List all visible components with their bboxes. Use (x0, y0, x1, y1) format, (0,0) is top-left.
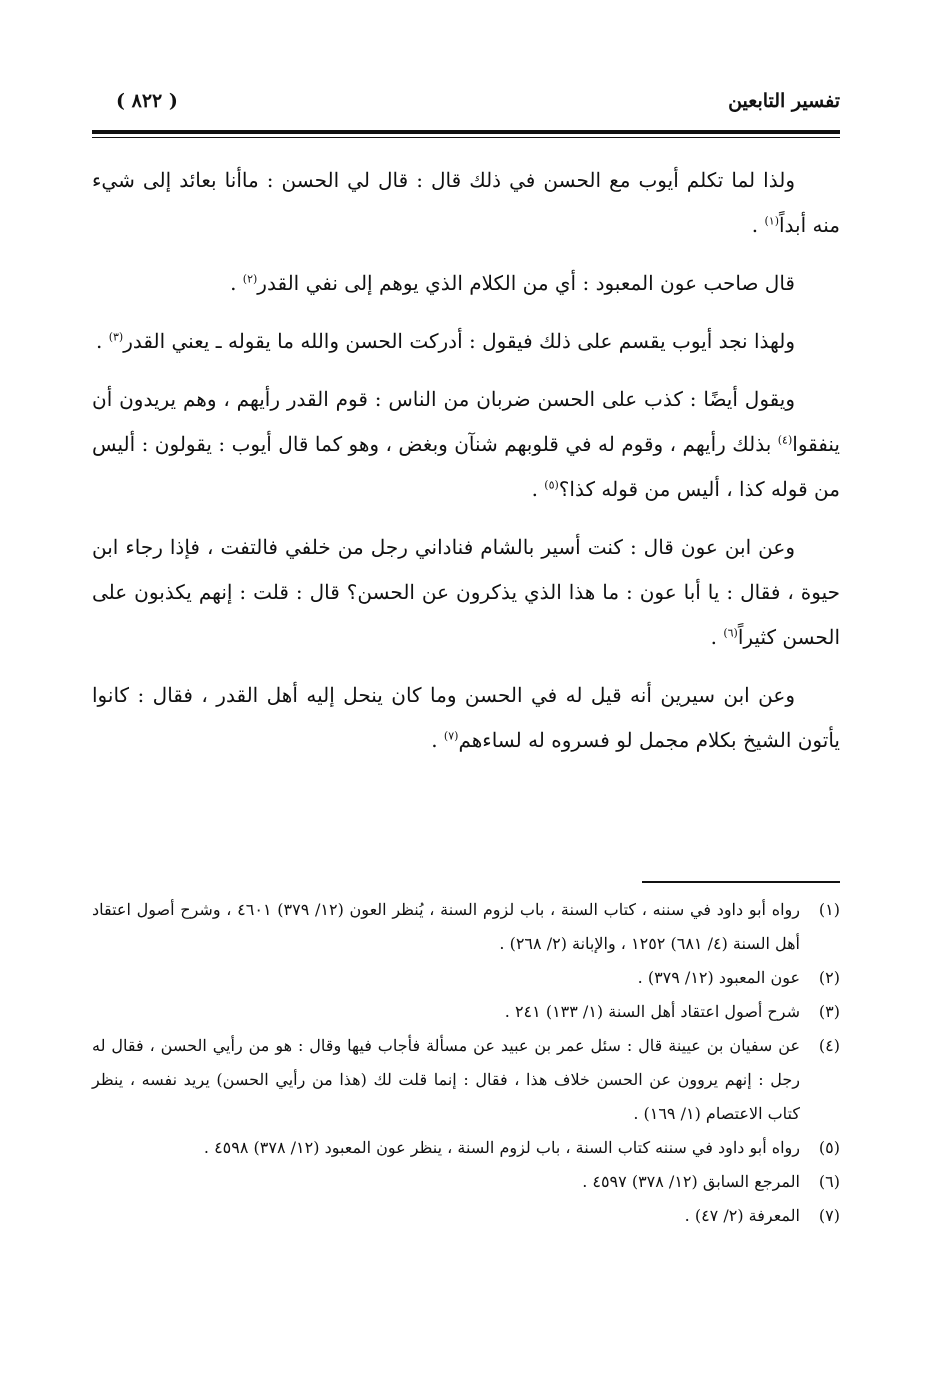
paragraph-tail: . (531, 477, 545, 501)
paragraph-tail: بذلك رأيهم ، وقوم له في قلوبهم شنآن وبغض ، وهو كما قال أيوب : يقولون : أليس من قوله كذا ، أليس من قوله كذا؟ (92, 432, 840, 501)
footnote-number: (٤) (818, 1036, 840, 1055)
footnote-text: المعرفة (٢/ ٤٧) . (684, 1206, 800, 1225)
footnote-number: (٢) (818, 968, 840, 987)
header-rule-thin (92, 137, 840, 138)
footnote-text: المرجع السابق (١٢/ ٣٧٨) ٤٥٩٧ . (582, 1172, 800, 1191)
footnote-number: (٣) (818, 1002, 840, 1021)
footnote-ref: (٥) (544, 478, 559, 492)
footnote-3 (92, 995, 840, 1029)
footnote-text: شرح أصول اعتقاد أهل السنة (١/ ١٣٣) ٢٤١ . (504, 1002, 800, 1021)
main-text (92, 158, 840, 776)
footnote-ref: (٧) (443, 729, 459, 743)
footnote-ref: (٢) (242, 272, 258, 286)
footnote-text: رواه أبو داود في سننه كتاب السنة ، باب لزوم السنة ، ينظر عون المعبود (١٢/ ٣٧٨) ٤٥٩٨ . (203, 1138, 800, 1157)
footnote-4 (92, 1029, 840, 1131)
footnote-7 (92, 1199, 840, 1233)
footnote-text: عون المعبود (١٢/ ٣٧٩) . (637, 968, 800, 987)
footnote-1 (92, 893, 840, 961)
paragraph-3 (92, 319, 840, 364)
footnote-ref: (٣) (108, 330, 124, 344)
footnotes (92, 893, 840, 1233)
paragraph-text: قال صاحب عون المعبود : أي من الكلام الذي يوهم إلى نفي القدر (257, 271, 795, 295)
page-number: ( ٨٢٢ ) (116, 90, 178, 112)
header-rule-thick (92, 130, 840, 134)
paragraph-2 (92, 261, 840, 306)
paragraph-5 (92, 525, 840, 660)
footnote-number: (٦) (818, 1172, 840, 1191)
footnote-ref: (١) (764, 214, 779, 228)
paragraph-text: وعن ابن عون قال : كنت أسير بالشام فناداني رجل من خلفي فالتفت ، فإذا رجاء ابن حيوة ، فقال : يا أبا عون : ما هذا الذي يذكرون عن الحسن؟ قال : قلت : إنهم يكذبون على الحسن كثيراً (92, 535, 840, 649)
paragraph-text: ولذا لما تكلم أيوب مع الحسن في ذلك قال : قال لي الحسن : ماأنا بعائد إلى شيء منه أبداً (92, 168, 840, 237)
paragraph-tail: . (431, 728, 444, 752)
footnote-2 (92, 961, 840, 995)
paragraph-tail: . (751, 213, 765, 237)
footnote-6 (92, 1165, 840, 1199)
paragraph-text: ولهذا نجد أيوب يقسم على ذلك فيقول : أدركت الحسن والله ما يقوله ـ يعني القدر (123, 329, 795, 353)
paragraph-4 (92, 377, 840, 512)
footnote-ref: (٤) (777, 433, 793, 447)
page-header (92, 86, 840, 126)
paragraph-tail: . (95, 329, 109, 353)
paragraph-tail: . (230, 271, 243, 295)
footnote-text: رواه أبو داود في سننه ، كتاب السنة ، باب لزوم السنة ، يُنظر العون (١٢/ ٣٧٩) ٤٦٠١ ، وشرح أصول اعتقاد أهل السنة (٤/ ٦٨١) ١٢٥٢ ، والإبانة (٢/ ٢٦٨) . (92, 900, 800, 953)
paragraph-text: ويقول أيضًا : كذب على الحسن ضربان من الناس : قوم القدر رأيهم ، وهم يريدون أن ينفقوا (92, 387, 840, 456)
footnote-number: (١) (818, 900, 840, 919)
footnote-5 (92, 1131, 840, 1165)
paragraph-1 (92, 158, 840, 248)
footnote-number: (٥) (818, 1138, 840, 1157)
paragraph-6 (92, 673, 840, 763)
footnote-number: (٧) (818, 1206, 840, 1225)
footnote-text: عن سفيان بن عيينة قال : سئل عمر بن عبيد عن مسألة فأجاب فيها وقال : هو من رأيي الحسن ، فقال له رجل : إنهم يروون عن الحسن خلاف هذا ، فقال : إنما قلت لك (هذا من رأيي الحسن) يريد نفسه ، ينظر كتاب الاعتصام (١/ ١٦٩) . (92, 1036, 800, 1123)
footnote-separator (642, 881, 840, 883)
paragraph-tail: . (710, 625, 724, 649)
footnote-ref: (٦) (723, 626, 738, 640)
paragraph-text: وعن ابن سيرين أنه قيل له في الحسن وما كان ينحل إليه أهل القدر ، فقال : كانوا يأتون الشيخ بكلام مجمل لو فسروه له لساءهم (92, 683, 840, 752)
running-title: تفسير التابعين (728, 90, 840, 112)
